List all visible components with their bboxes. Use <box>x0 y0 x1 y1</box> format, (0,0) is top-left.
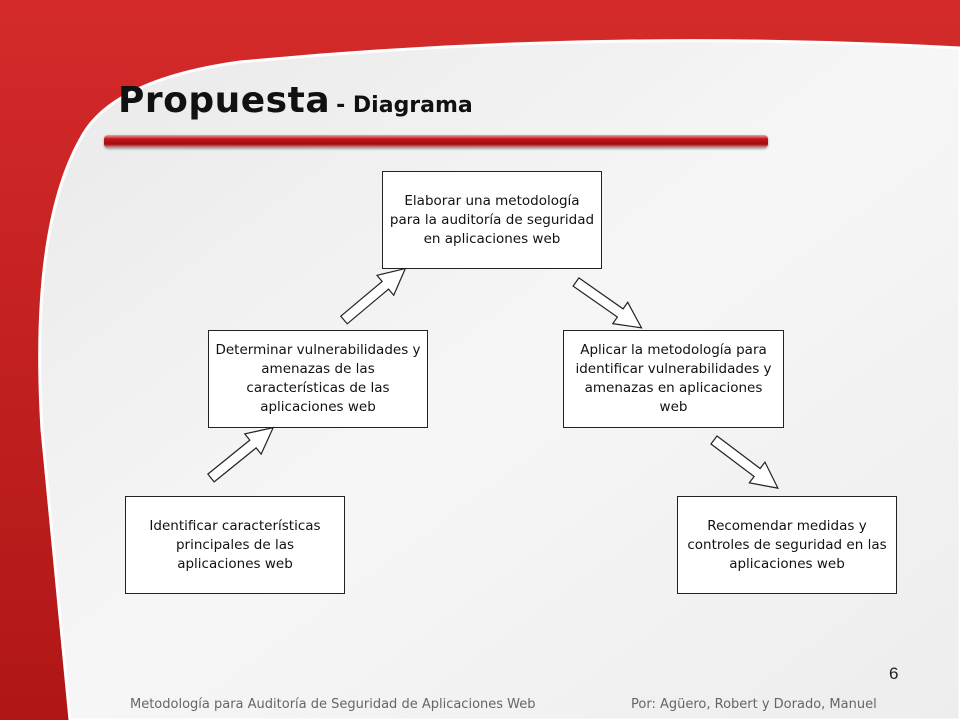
footer-left: Metodología para Auditoría de Seguridad de Aplicaciones Web <box>130 697 536 712</box>
title-main: Propuesta <box>118 80 331 121</box>
box-determinar-text: Determinar vulnerabilidades y amenazas de las características de las aplicaciones web <box>215 342 421 415</box>
arrow-determinar-to-elaborar <box>336 259 414 330</box>
title-subtitle: - Diagrama <box>336 93 473 118</box>
arrow-elaborar-to-aplicar <box>569 271 649 338</box>
box-aplicar-text: Aplicar la metodología para identificar vulnerabilidades y amenazas en aplicaciones web <box>575 342 772 415</box>
arrow-identificar-to-determinar <box>203 418 282 489</box>
box-identificar-text: Identificar características principales de las aplicaciones web <box>149 517 321 572</box>
box-elaborar-text: Elaborar una metodología para la auditoría de seguridad en aplicaciones web <box>389 192 595 247</box>
box-recomendar-text: Recomendar medidas y controles de seguridad en las aplicaciones web <box>687 517 887 572</box>
footer-right: Por: Agüero, Robert y Dorado, Manuel <box>631 697 877 712</box>
arrow-aplicar-to-recomendar <box>706 430 786 499</box>
page-number: 6 <box>889 664 899 683</box>
